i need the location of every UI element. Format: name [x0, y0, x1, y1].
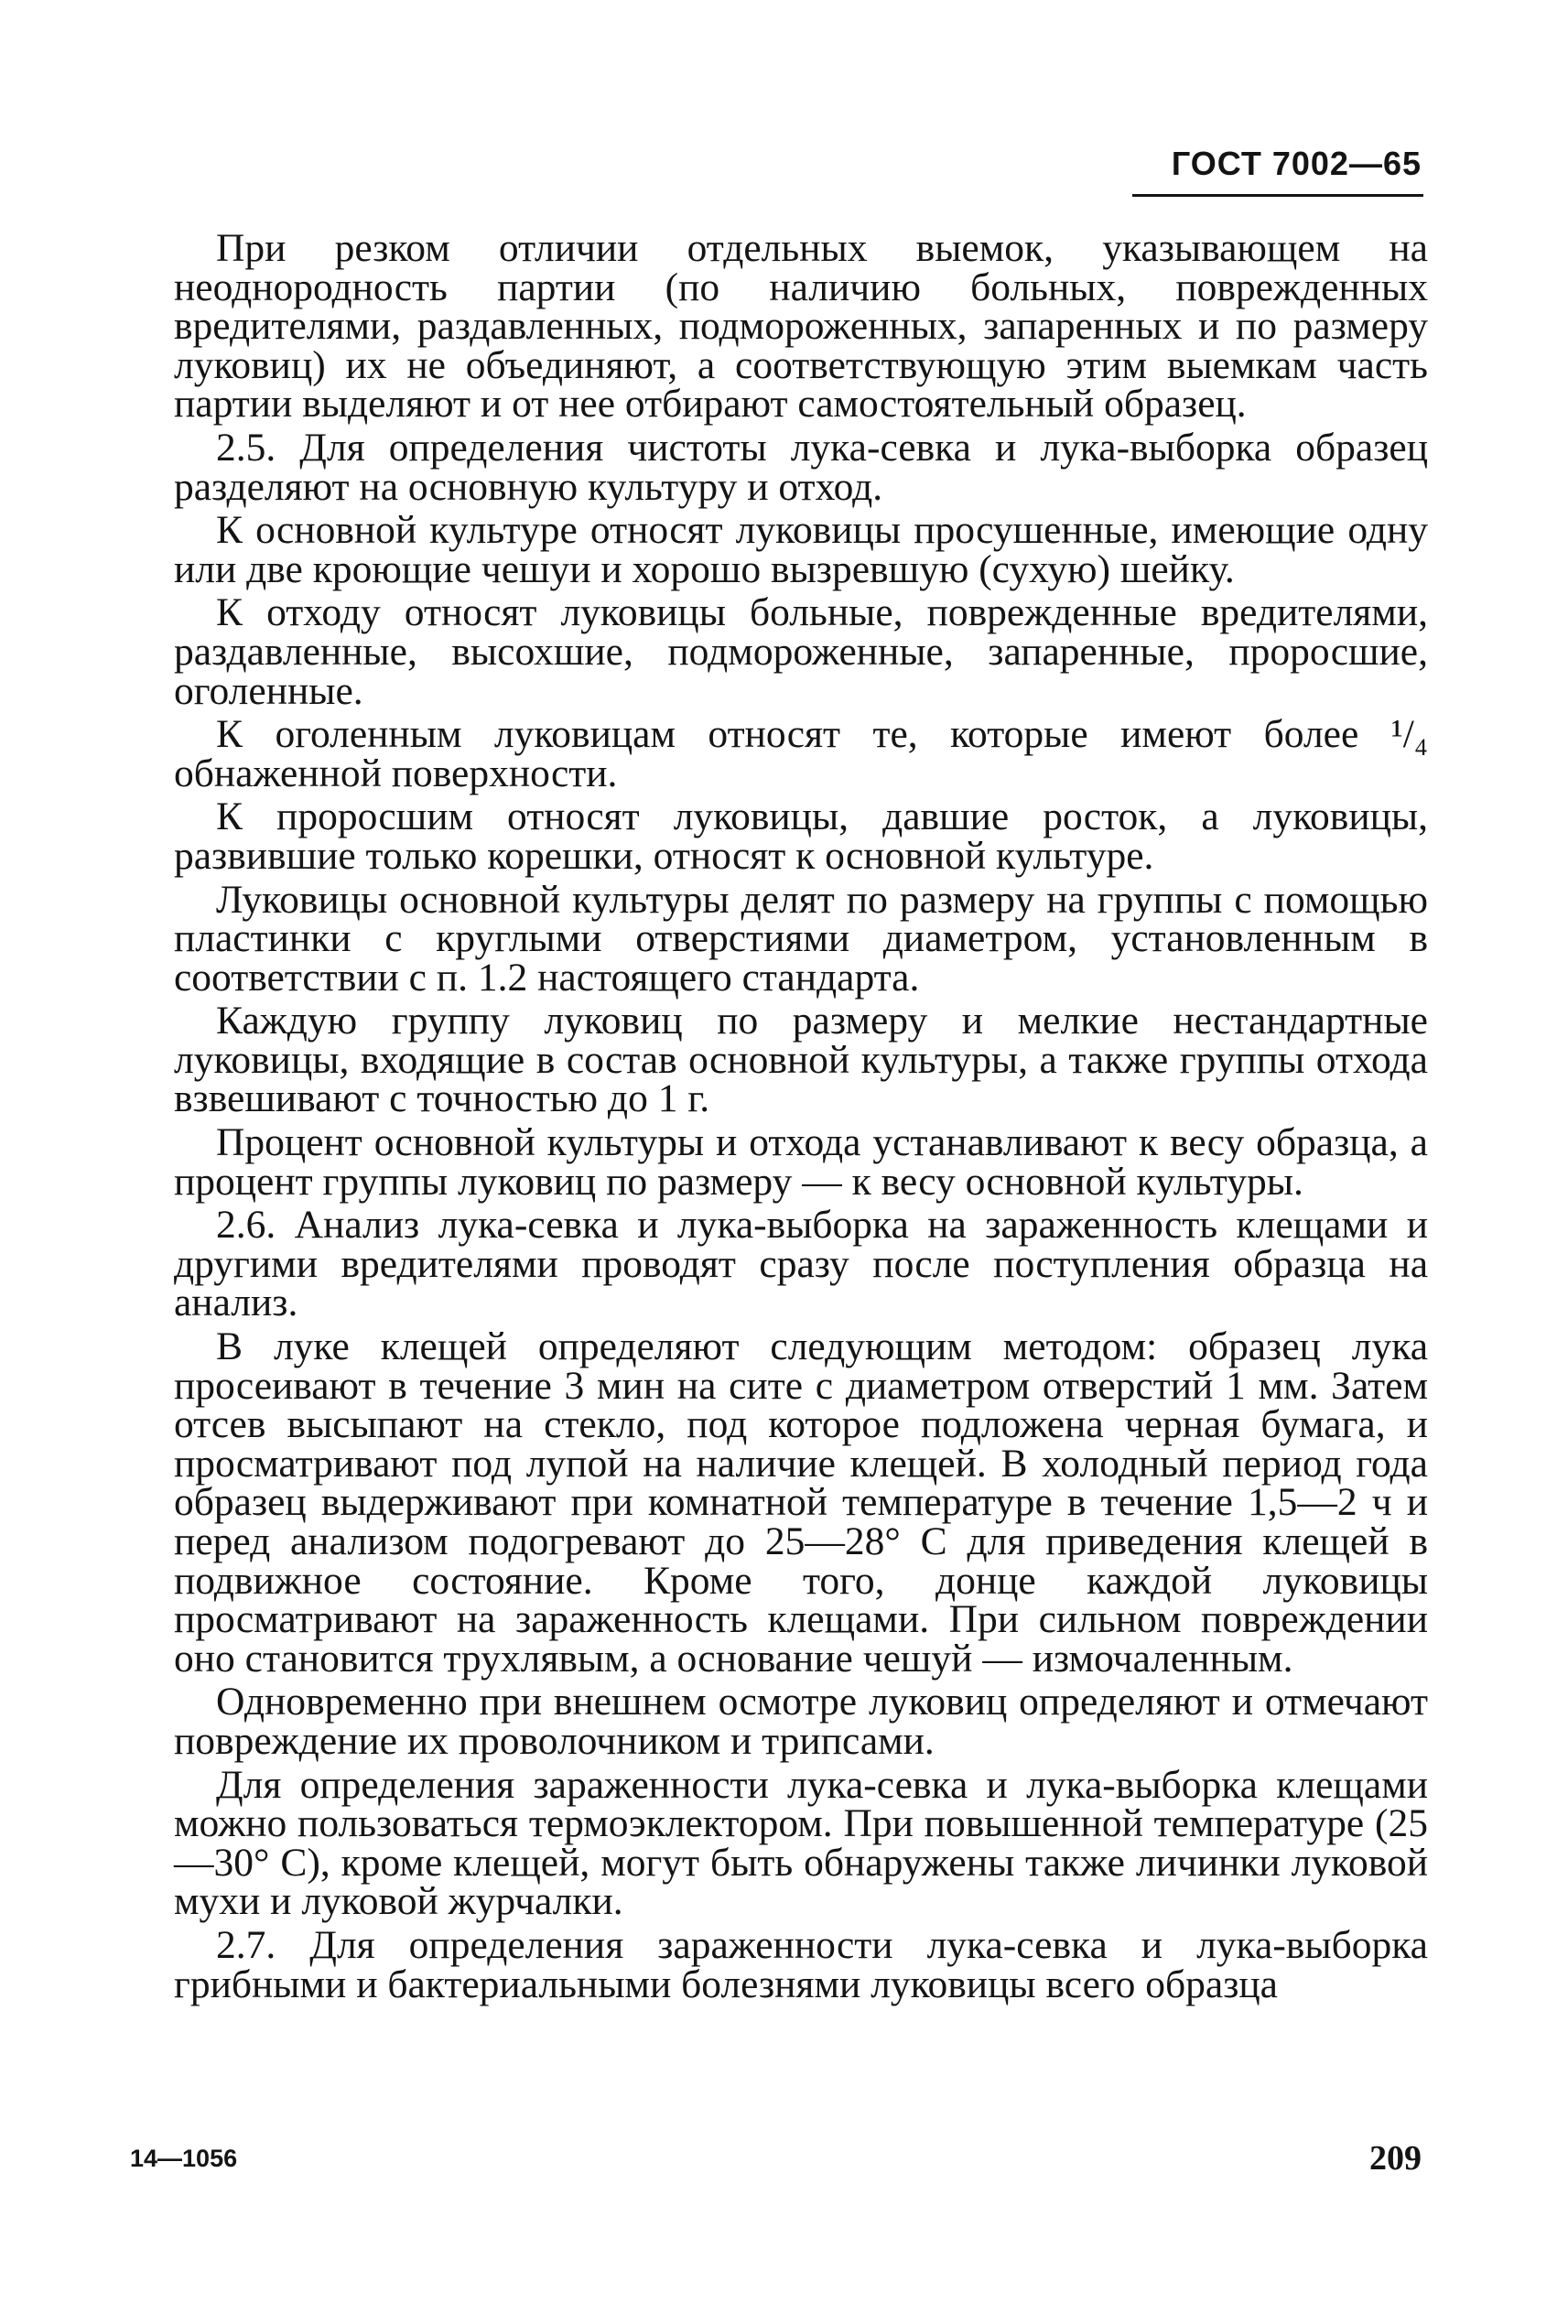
paragraph: К основной культуре относят луковицы просушенные, имеющие одну или две кроющие чешуи и хорошо вызревшую (сухую) шейку.: [174, 508, 1428, 591]
paragraph: К отходу относят луковицы больные, поврежденные вредителями, раздавленные, высохшие, подмороженные, запаренные, проросшие, оголенные.: [174, 590, 1428, 713]
header-rule: [1132, 194, 1423, 197]
paragraph: К проросшим относят луковицы, давшие росток, а луковицы, развившие только корешки, относят к основной культуре.: [174, 794, 1428, 878]
printer-signature-mark: 14—1056: [130, 2145, 238, 2172]
standard-header: ГОСТ 7002—65: [1171, 145, 1422, 182]
paragraph: Луковицы основной культуры делят по размеру на группы с помощью пластинки с круглыми отверстиями диаметром, установленным в соответствии с п. 1.2 настоящего стандарта.: [174, 877, 1428, 1000]
paragraph: Одновременно при внешнем осмотре луковиц определяют и отмечают повреждение их проволочником и трипсами.: [174, 1680, 1428, 1763]
paragraph: 2.7. Для определения зараженности лука-севка и лука-выборка грибными и бактериальными болезнями луковицы всего образца: [174, 1922, 1428, 2006]
paragraph: 2.5. Для определения чистоты лука-севка и лука-выборка образец разделяют на основную культуру и отход.: [174, 425, 1428, 509]
paragraph: 2.6. Анализ лука-севка и лука-выборка на зараженность клещами и другими вредителями проводят сразу после поступления образца на анализ.: [174, 1203, 1428, 1325]
paragraph: Для определения зараженности лука-севка и лука-выборка клещами можно пользоваться термоэклектором. При повышенной температуре (25—30° С), кроме клещей, могут быть обнаружены также личинки луковой мухи и луковой журчалки.: [174, 1762, 1428, 1924]
paragraph: В луке клещей определяют следующим методом: образец лука просеивают в течение 3 мин на сите с диаметром отверстий 1 мм. Затем отсев высыпают на стекло, под которое подложена черная бумага, и просматривают под лупой на наличие клещей. В холодный период года образец выдерживают при комнатной температуре в течение 1,5—2 ч и перед анализом подогревают до 25—28° С для приведения клещей в подвижное состояние. Кроме того, донце каждой луковицы просматривают на зараженность клещами. При сильном повреждении оно становится трухлявым, а основание чешуй — измочаленным.: [174, 1324, 1428, 1681]
paragraph: Каждую группу луковиц по размеру и мелкие нестандартные луковицы, входящие в состав основной культуры, а также группы отхода взвешивают с точностью до 1 г.: [174, 999, 1428, 1121]
page-number: 209: [1369, 2139, 1422, 2178]
paragraph: При резком отличии отдельных выемок, указывающем на неоднородность партии (по наличию больных, поврежденных вредителями, раздавленных, подмороженных, запаренных и по размеру луковиц) их не объединяют, а соответствующую этим выемкам часть партии выделяют и от нее отбирают самостоятельный образец.: [174, 226, 1428, 427]
body-text: [174, 226, 1428, 2008]
paragraph: К оголенным луковицам относят те, которые имеют более ¹/₄ обнаженной поверхности.: [174, 712, 1428, 795]
paragraph: Процент основной культуры и отхода устанавливают к весу образца, а процент группы луковиц по размеру — к весу основной культуры.: [174, 1120, 1428, 1204]
